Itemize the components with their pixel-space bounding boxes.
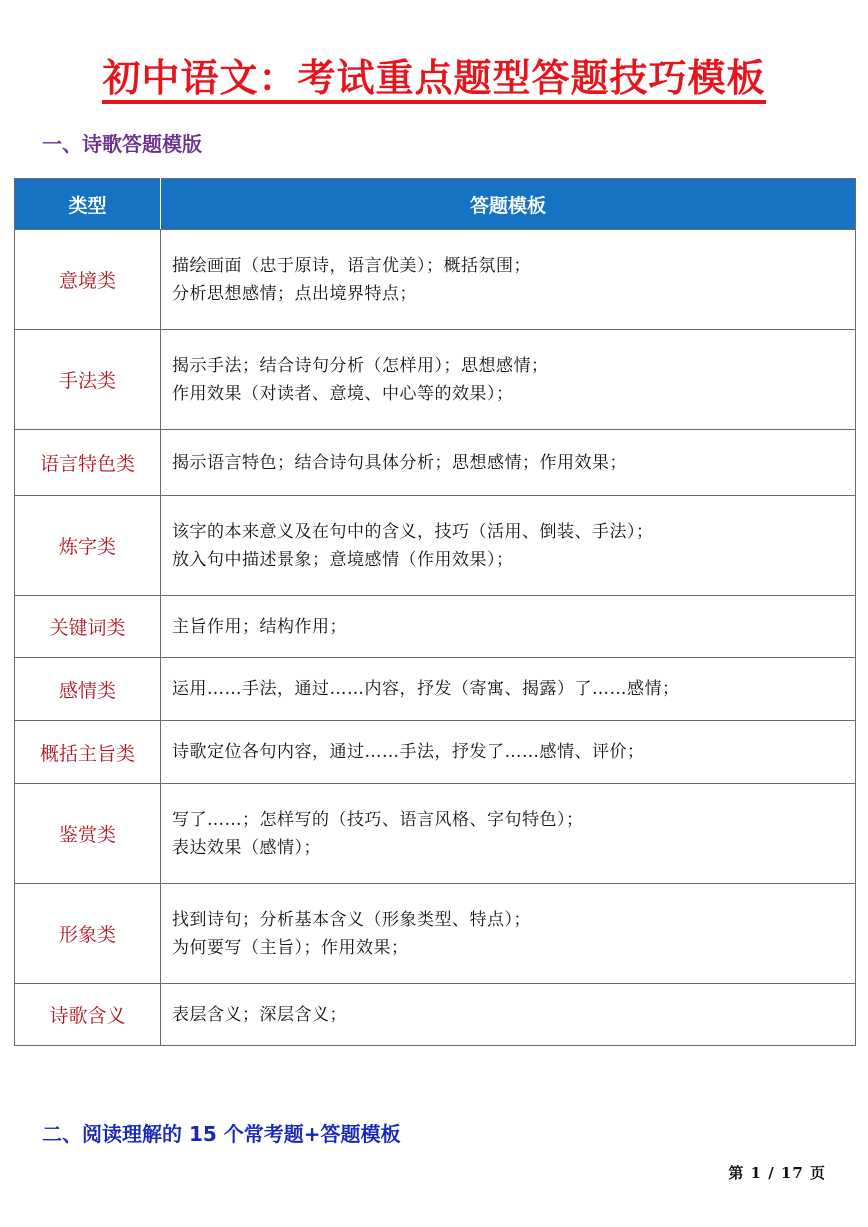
table-row [15, 596, 856, 658]
template-line: 分析思想感情；点出境界特点； [172, 283, 417, 304]
template-line: 描绘画面（忠于原诗，语言优美）；概括氛围； [172, 255, 531, 276]
row-template [161, 721, 856, 784]
header-template: 答题模板 [161, 179, 856, 230]
table-row [15, 430, 856, 496]
poetry-template-table [14, 178, 856, 1046]
template-line: 表层含义；深层含义； [172, 1004, 347, 1025]
row-template [161, 884, 856, 984]
template-line: 诗歌定位各句内容，通过……手法，抒发了……感情、评价； [172, 742, 645, 762]
row-type: 概括主旨类 [15, 721, 161, 784]
template-line: 放入句中描述景象；意境感情（作用效果）； [172, 549, 514, 570]
template-line: 该字的本来意义及在句中的含义，技巧（活用、倒装、手法）； [172, 521, 654, 542]
page-number: 第 1 / 17 页 [728, 1164, 826, 1182]
section-heading-poetry: 一、诗歌答题模版 [42, 132, 202, 156]
row-template [161, 330, 856, 430]
table-row [15, 784, 856, 884]
row-template [161, 230, 856, 330]
table-row [15, 658, 856, 721]
row-template [161, 596, 856, 658]
table-row [15, 496, 856, 596]
row-type: 关键词类 [15, 596, 161, 658]
row-template [161, 496, 856, 596]
row-type: 炼字类 [15, 496, 161, 596]
template-line: 揭示手法；结合诗句分析（怎样用）；思想感情； [172, 355, 549, 376]
document-title [0, 50, 868, 106]
table-row [15, 721, 856, 784]
template-line: 表达效果（感情）； [172, 837, 321, 858]
row-type: 意境类 [15, 230, 161, 330]
table-row [15, 330, 856, 430]
row-type: 语言特色类 [15, 430, 161, 496]
section-heading-reading: 二、阅读理解的 15 个常考题+答题模板 [42, 1122, 401, 1146]
table-row [15, 230, 856, 330]
table-row [15, 984, 856, 1046]
template-line: 运用……手法，通过……内容，抒发（寄寓、揭露）了……感情； [172, 679, 680, 699]
row-type: 手法类 [15, 330, 161, 430]
template-line: 揭示语言特色；结合诗句具体分析；思想感情；作用效果； [172, 452, 627, 473]
document-title-text: 初中语文：考试重点题型答题技巧模板 [102, 56, 765, 104]
row-type: 形象类 [15, 884, 161, 984]
template-line: 为何要写（主旨）；作用效果； [172, 937, 409, 958]
template-line: 主旨作用；结构作用； [172, 616, 347, 637]
row-type: 诗歌含义 [15, 984, 161, 1046]
row-template [161, 784, 856, 884]
table-header-row [15, 179, 856, 230]
header-type: 类型 [15, 179, 161, 230]
row-template [161, 430, 856, 496]
row-template [161, 984, 856, 1046]
row-template [161, 658, 856, 721]
template-line: 作用效果（对读者、意境、中心等的效果）； [172, 383, 514, 404]
row-type: 鉴赏类 [15, 784, 161, 884]
template-line: 写了……；怎样写的（技巧、语言风格、字句特色）； [172, 809, 584, 830]
table-row [15, 884, 856, 984]
template-line: 找到诗句；分析基本含义（形象类型、特点）； [172, 909, 531, 930]
row-type: 感情类 [15, 658, 161, 721]
